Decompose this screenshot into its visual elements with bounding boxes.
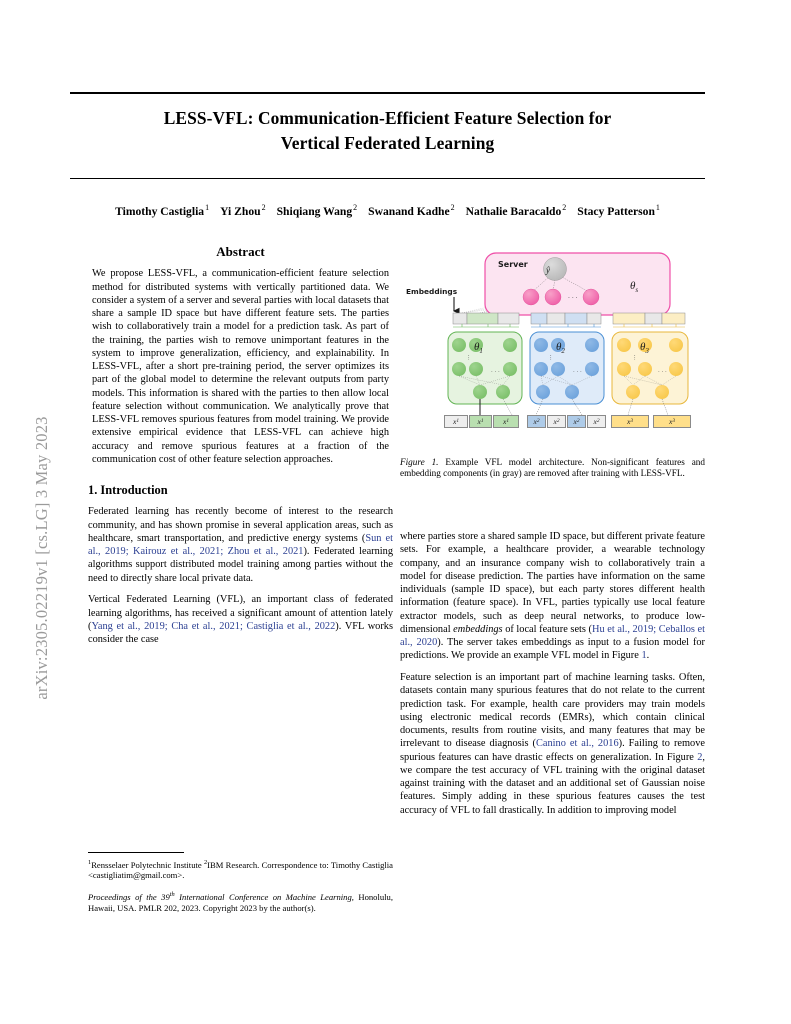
feature-box: x 1 [444,415,468,428]
footnote-marker-2: 2 [203,859,208,866]
embedding-bar-party-1 [453,313,519,324]
header-rule-top [70,92,705,94]
citation-link[interactable]: Yang et al., 2019; Cha et al., 2021; Castiglia et al., 2022 [91,620,336,632]
footnote-block [88,852,393,913]
intro-paragraph-1 [88,505,393,585]
theta-party-1-label: $\theta_1$ [474,341,483,356]
text-run: Rensselaer Polytechnic Institute [91,859,204,870]
text-run: . [646,650,650,662]
citation-link[interactable]: Hu et al., 2019; Ceballos et al., 2020 [400,623,705,648]
author-entry [220,205,266,218]
emphasis-text: embeddings [453,623,503,635]
theta-party-2-label: $\theta_2$ [556,341,565,356]
footnote-marker-1: 1 [88,859,92,866]
author-name: Yi Zhou [220,204,261,218]
abstract-heading: Abstract [216,244,265,259]
party-to-embedding-edges [453,324,685,327]
text-run: ). Failing to remove spurious features can have drastic effects on generalization. In Figure [400,738,705,763]
title-line-2: Vertical Federated Learning [280,133,495,153]
abstract-body: We propose LESS-VFL, a communication-efficient feature selection method for distributed systems with vertically partitioned data. We consider a system of a server and several parties with local datasets that share a sample ID space but have different feature sets. The parties wish to collaboratively train a model for a prediction task. As part of the training, the parties wish to remove unimportant features in the system to improve generalization, efficiency, and explainability. In LESS-VFL, after a short pre-training period, the server optimizes its part of the global model to determine the relevant outputs from party models. This information is shared with the parties to then allow local feature selection without communication. We analytically prove that LESS-VFL removes spurious features from model training. We provide extensive empirical evidence that LESS-VFL can achieve high accuracy and remove spurious features at a fraction of the communication cost of other feature selection approaches. [92,268,389,465]
svg-text:⋮: ⋮ [632,355,638,361]
svg-text:⋮: ⋮ [466,355,472,361]
author-affiliation-marker: 2 [562,203,567,212]
figure-number: Figure 1. [400,457,439,467]
footnote-proceedings [88,890,393,913]
footnote-rule [88,852,184,853]
text-run: International Conference on Machine Learning [174,891,352,902]
page-title [70,106,705,156]
author-name: Stacy Patterson [577,204,655,218]
text-run: IBM Research. Correspondence to: Timothy Castiglia <castigliatim@gmail.com>. [88,859,393,881]
feature-box: x 2 [527,415,546,428]
right-paragraph-1 [400,530,705,663]
text-run: of local feature sets ( [502,623,592,635]
text-run: where parties store a shared sample ID space, but different private feature sets. For example, a healthcare provider, a wearable technology company, and an insurance company wish to collaboratively train a model for disease prediction. The parties have information on the same individuals (sample ID space), but each party stores different health information (feature space). In VFL, parties typically use local feature extractor models, such as deep neural networks, to produce low-dimensional [400,531,705,635]
text-run: ). Federated learning algorithms support distributed model training among parties without the need to directly share local private data. [88,546,394,584]
server-label: Server [498,260,528,269]
right-paragraph-2 [400,671,705,817]
left-column [88,245,393,655]
author-affiliation-marker: 2 [261,203,266,212]
title-line-1: LESS-VFL: Communication-Efficient Feature Selection for [163,108,612,128]
feature-box: x 2 [587,415,606,428]
author-name: Shiqiang Wang [276,204,353,218]
author-name: Nathalie Baracaldo [465,204,562,218]
feature-box: x 1 [493,415,519,428]
svg-text:· · ·: · · · [491,369,500,375]
figure-reference-link[interactable]: 1 [641,650,647,662]
author-entry [368,205,455,218]
author-affiliation-marker: 1 [655,203,660,212]
intro-paragraph-2 [88,593,393,646]
author-affiliation-marker: 1 [205,203,210,212]
text-run: Proceedings of the 39 [88,891,170,902]
author-name: Swanand Kadhe [368,204,450,218]
server-hidden-node [545,289,561,305]
citation-link[interactable]: Sun et al., 2019; Kairouz et al., 2021; Zhou et al., 2021 [88,532,393,557]
server-nodes-ellipsis: · · · [568,295,578,302]
theta-server-label: $\theta_s$ [630,280,639,295]
author-entry [466,205,567,218]
author-affiliation-marker: 2 [353,203,358,212]
server-hidden-node [523,289,539,305]
footnote-affiliations [88,858,393,881]
figure-caption-text: Example VFL model architecture. Non-significant features and embedding components (in gray) are removed after training with LESS-VFL. [400,457,705,479]
theta-party-3-label: $\theta_3$ [640,341,649,356]
right-column [400,530,705,825]
feature-box: x 3 [611,415,649,428]
embedding-bar-party-3 [613,313,685,324]
citation-link[interactable]: Canino et al., 2016 [536,738,619,750]
text-run: ). The server takes embeddings as input to a fusion model for predictions. We provide an example VFL model in Figure [400,637,705,662]
prediction-label: ŷ [546,265,550,275]
svg-text:· · ·: · · · [573,369,582,375]
svg-text:⋮: ⋮ [548,355,554,361]
feature-box: x 2 [547,415,566,428]
text-run: ). VFL works consider the case [88,620,393,645]
author-affiliation-marker: 2 [450,203,455,212]
arxiv-stamp: arXiv:2305.02219v1 [cs.LG] 3 May 2023 [32,416,51,700]
feature-box: x 1 [469,415,492,428]
text-run: Vertical Federated Learning (VFL), an important class of federated learning algorithms, has received a significant amount of attention lately ( [88,594,393,632]
svg-text:· · ·: · · · [658,369,667,375]
author-entry [115,205,209,218]
feature-box: x 3 [653,415,691,428]
embeddings-label: Embeddings [406,287,458,296]
text-run: Federated learning has recently become of interest to the research community, and has shown promise in several application areas, such as healthcare, smart transportation, and predictive energy systems ( [88,506,393,544]
figure-1-caption [400,457,705,480]
author-entry [577,205,660,218]
embedding-bar-party-2 [531,313,601,324]
author-name: Timothy Castiglia [115,204,205,218]
server-hidden-node [583,289,599,305]
text-run: Feature selection is an important part of machine learning tasks. Often, datasets contain many spurious features that do not relate to the current prediction task. For example, health care providers may train models using electronic medical records (EMRs), which contain clinical documents, results from routine visits, and many features that may be irrelevant to disease diagnosis ( [400,672,705,750]
introduction-heading: 1. Introduction [88,483,168,497]
text-run: , Honolulu, Hawaii, USA. PMLR 202, 2023. Copyright 2023 by the author(s). [88,891,393,913]
ordinal-suffix: th [169,891,175,899]
feature-box: x 2 [567,415,586,428]
text-run: , we compare the test accuracy of VFL training with the original dataset against training with the dataset and an additional set of Gaussian noise features. Simply adding in these spurious features causes the test accuracy of VFL to fall drastically. In addition to improving model [400,751,705,816]
figure-1-vfl-architecture [400,245,705,445]
header-rule-below-title [70,178,705,179]
figure-reference-link[interactable]: 2 [697,751,703,763]
author-list [70,203,705,218]
author-entry [277,205,358,218]
